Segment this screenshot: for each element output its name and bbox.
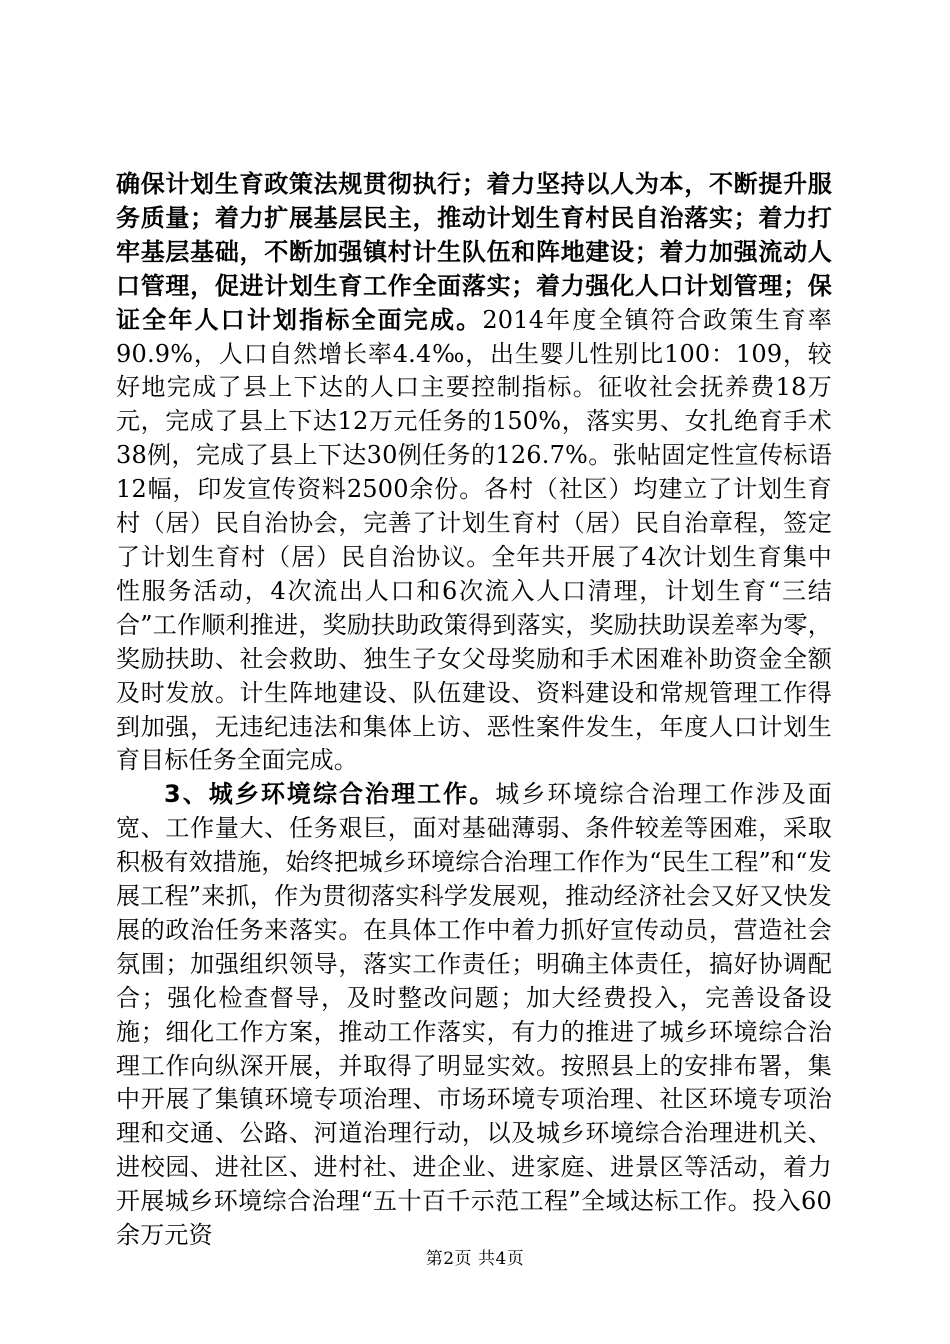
document-body [116, 168, 832, 1253]
page-footer: 第2页 共4页 [425, 1249, 525, 1269]
paragraph-environment [116, 778, 832, 1253]
paragraph-bold-summary: 确保计划生育政策法规贯彻执行；着力坚持以人为本，不断提升服务质量；着力扩展基层民主，推动计划生育村民自治落实；着力打牢基层基础，不断加强镇村计生队伍和阵地建设；着力加强流动人口管理，促进计划生育工作全面落实；着力强化人口计划管理；保证全年人口计划指标全面完成。 [116, 170, 832, 334]
paragraph-body-text: 城乡环境综合治理工作涉及面宽、工作量大、任务艰巨，面对基础薄弱、条件较差等困难，采取积极有效措施，始终把城乡环境综合治理工作作为“民生工程”和“发展工程”来抓，作为贯彻落实科学发展观，推动经济社会又好又快发展的政治任务来落实。在具体工作中着力抓好宣传动员，营造社会氛围；加强组织领导，落实工作责任；明确主体责任，搞好协调配合；强化检查督导，及时整改问题；加大经费投入，完善设备设施；细化工作方案，推动工作落实，有力的推进了城乡环境综合治理工作向纵深开展，并取得了明显实效。按照县上的安排布署，集中开展了集镇环境专项治理、市场环境专项治理、社区环境专项治理和交通、公路、河道治理行动，以及城乡环境综合治理进机关、进校园、进社区、进村社、进企业、进家庭、进景区等活动，着力开展城乡环境综合治理“五十百千示范工程”全域达标工作。投入60余万元资 [116, 780, 832, 1250]
section-heading: 3、城乡环境综合治理工作。 [164, 780, 496, 809]
paragraph-body-text: 2014年度全镇符合政策生育率90.9%，人口自然增长率4.4‰，出生婴儿性别比100：109，较好地完成了县上下达的人口主要控制指标。征收社会抚养费18万元，完成了县上下达12万元任务的150%，落实男、女扎绝育手术38例，完成了县上下达30例任务的126.7%。张帖固定性宣传标语12幅，印发宣传资料2500余份。各村（社区）均建立了计划生育村（居）民自治协会，完善了计划生育村（居）民自治章程，签定了计划生育村（居）民自治协议。全年共开展了4次计划生育集中性服务活动，4次流出人口和6次流入人口清理，计划生育“三结合”工作顺利推进，奖励扶助政策得到落实，奖励扶助误差率为零，奖励扶助、社会救助、独生子女父母奖励和手术困难补助资金全额及时发放。计生阵地建设、队伍建设、资料建设和常规管理工作得到加强，无违纪违法和集体上访、恶性案件发生，年度人口计划生育目标任务全面完成。 [116, 305, 832, 775]
paragraph-family-planning [116, 168, 832, 778]
